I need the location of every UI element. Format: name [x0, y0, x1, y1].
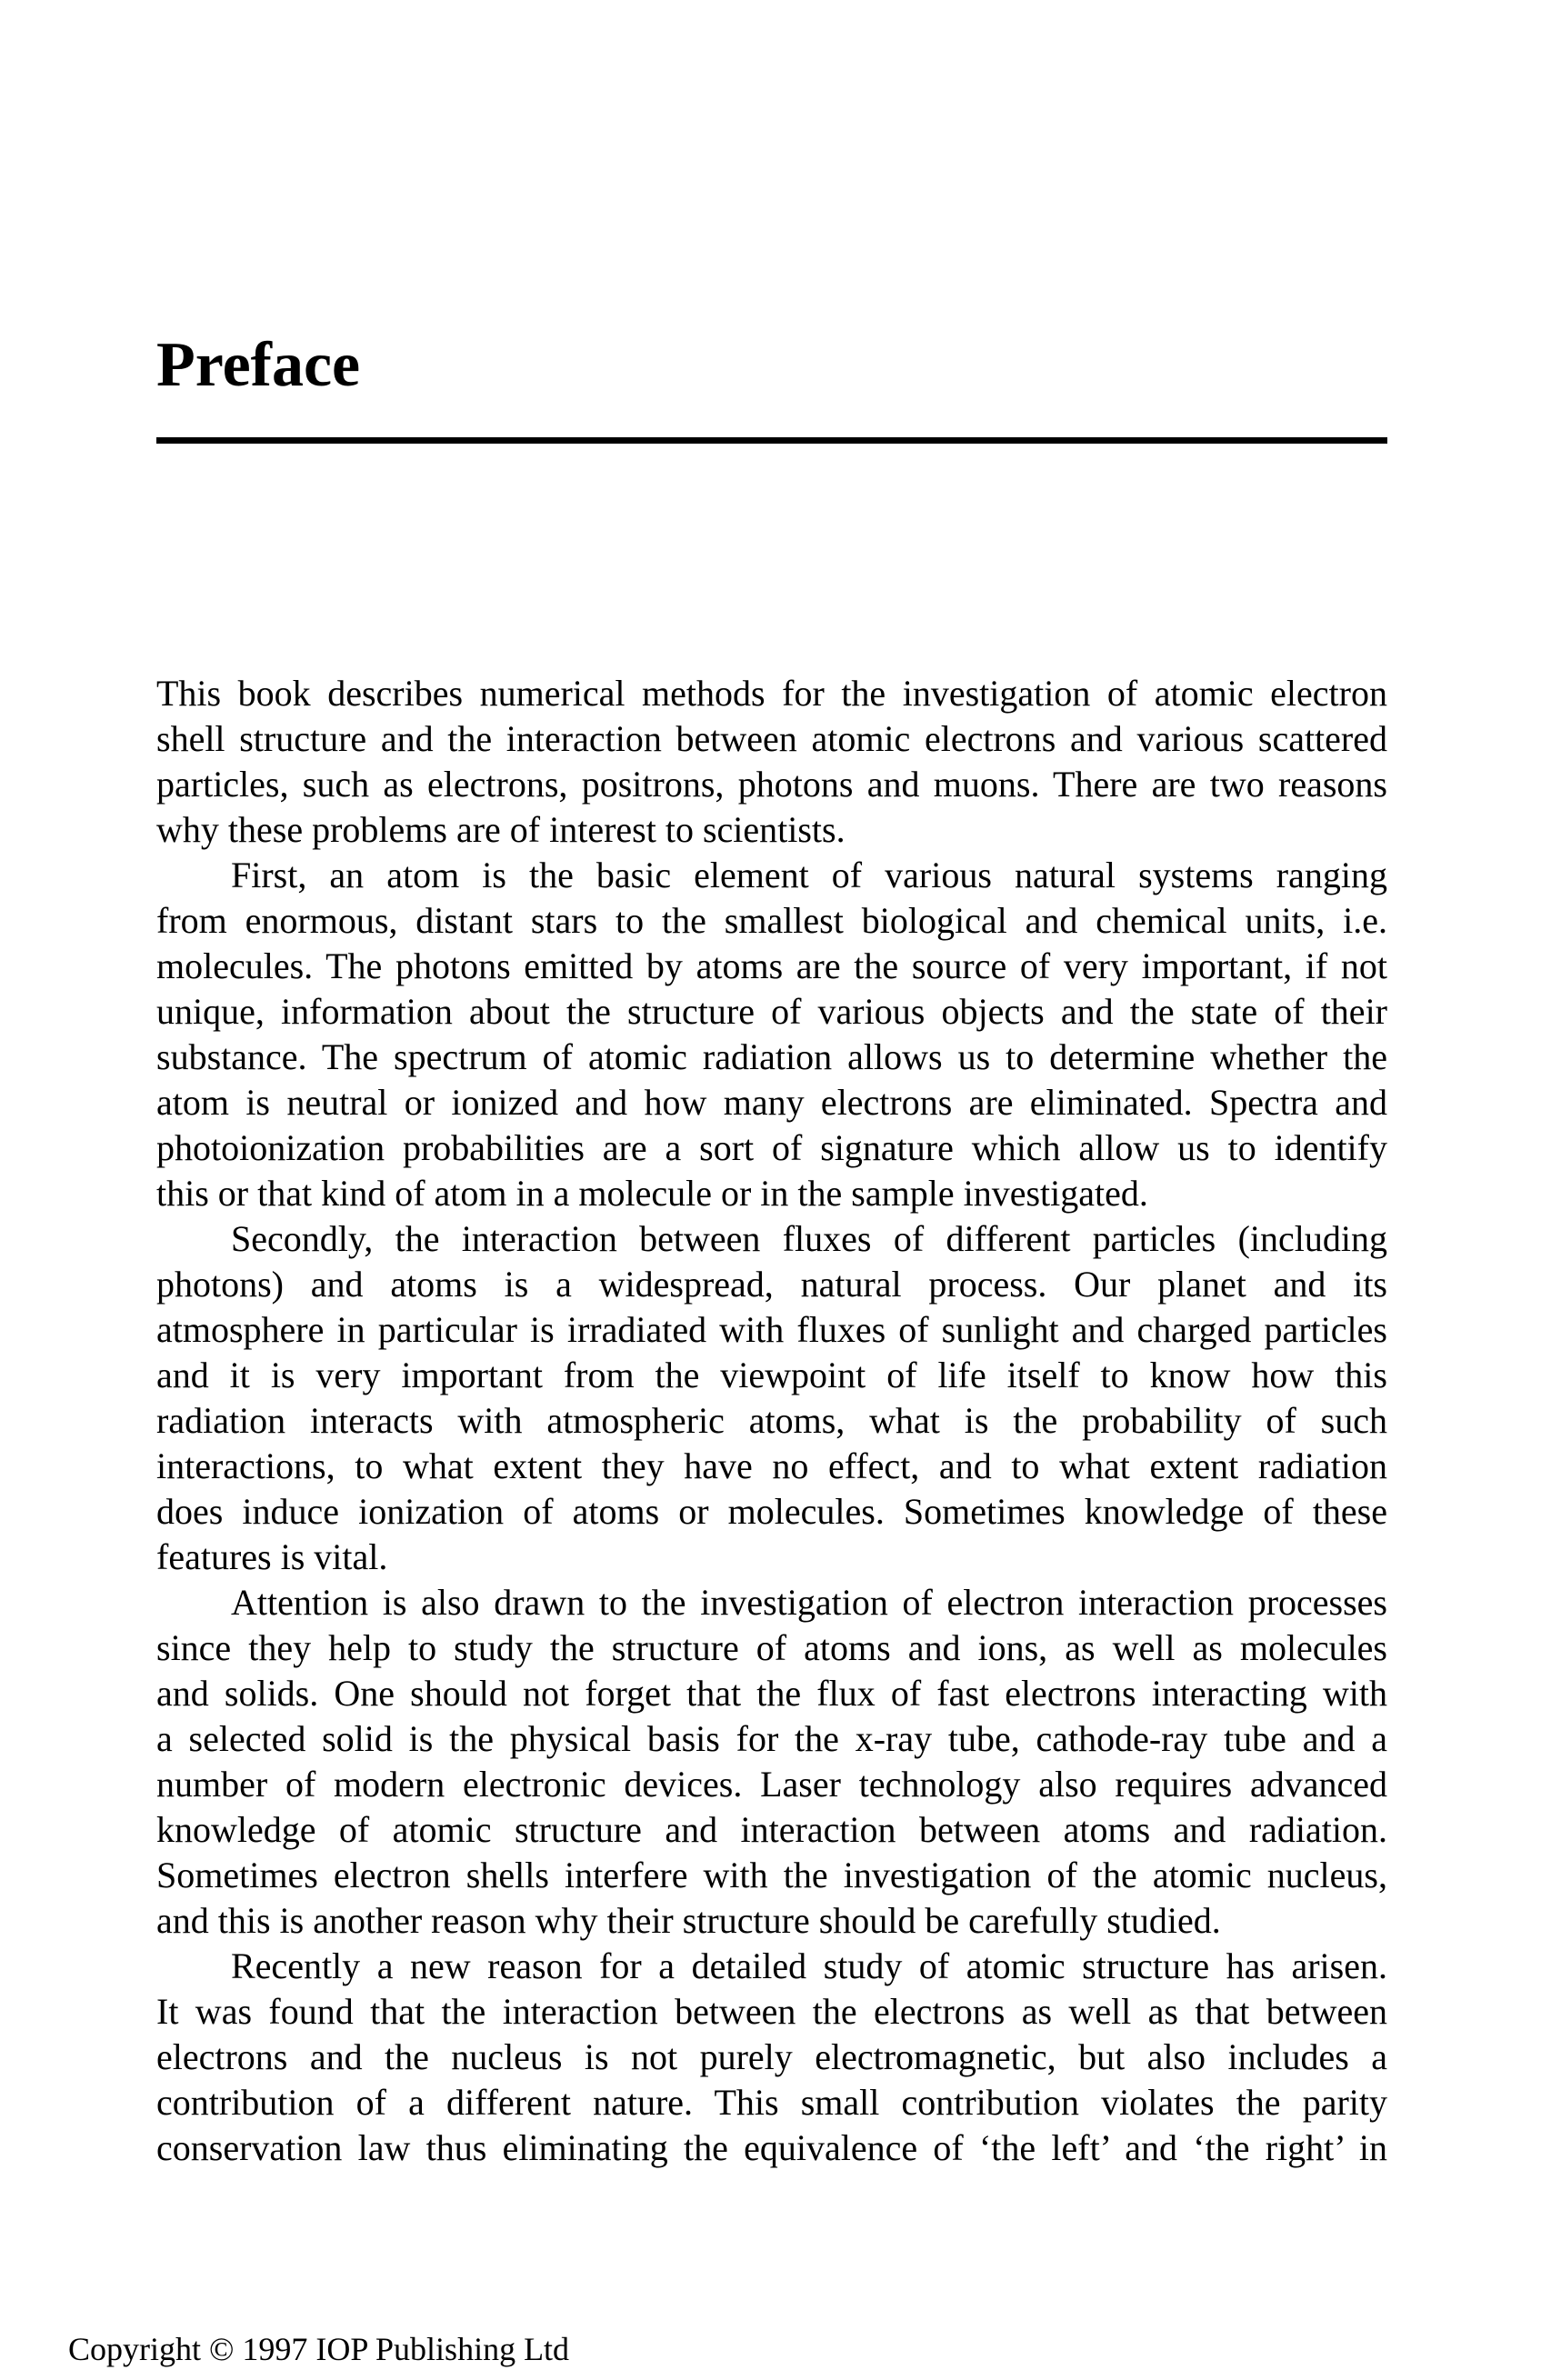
text-line: Secondly, the interaction between fluxes of different particles (including	[231, 1218, 1387, 1259]
text-line: contribution of a different nature. This small contribution violates the parity	[156, 2082, 1387, 2123]
text-line: electrons and the nucleus is not purely electromagnetic, but also includes a	[156, 2036, 1387, 2077]
text-line: and this is another reason why their structure should be carefully studied.	[156, 1900, 1221, 1941]
text-line: number of modern electronic devices. Laser technology also requires advanced	[156, 1764, 1387, 1805]
text-line: substance. The spectrum of atomic radiation allows us to determine whether the	[156, 1036, 1387, 1077]
text-line: why these problems are of interest to scientists.	[156, 809, 846, 850]
text-line: knowledge of atomic structure and interaction between atoms and radiation.	[156, 1809, 1387, 1850]
text-line: conservation law thus eliminating the equivalence of ‘the left’ and ‘the right’ in	[156, 2127, 1387, 2168]
text-line: radiation interacts with atmospheric atoms, what is the probability of such	[156, 1400, 1387, 1441]
text-line: photons) and atoms is a widespread, natural process. Our planet and its	[156, 1264, 1387, 1305]
text-line: Recently a new reason for a detailed study of atomic structure has arisen.	[231, 1945, 1387, 1986]
text-line: Sometimes electron shells interfere with the investigation of the atomic nucleus,	[156, 1855, 1387, 1895]
text-line: First, an atom is the basic element of various natural systems ranging	[231, 855, 1387, 895]
text-line: unique, information about the structure of various objects and the state of their	[156, 991, 1387, 1032]
text-line: photoionization probabilities are a sort of signature which allow us to identify	[156, 1127, 1387, 1168]
text-line: a selected solid is the physical basis for the x-ray tube, cathode-ray tube and a	[156, 1718, 1387, 1759]
text-line: shell structure and the interaction between atomic electrons and various scattered	[156, 718, 1387, 759]
text-line: particles, such as electrons, positrons, photons and muons. There are two reasons	[156, 764, 1387, 805]
text-line: this or that kind of atom in a molecule or in the sample investigated.	[156, 1173, 1148, 1214]
title-rule	[156, 437, 1387, 444]
text-line: atmosphere in particular is irradiated with fluxes of sunlight and charged particles	[156, 1309, 1387, 1350]
text-line: molecules. The photons emitted by atoms are the source of very important, if not	[156, 945, 1387, 986]
copyright-footer: Copyright © 1997 IOP Publishing Ltd	[68, 2331, 570, 2367]
text-line: and solids. One should not forget that the flux of fast electrons interacting with	[156, 1673, 1387, 1714]
text-line: since they help to study the structure of atoms and ions, as well as molecules	[156, 1627, 1387, 1668]
page-title: Preface	[156, 330, 361, 400]
text-line: This book describes numerical methods for the investigation of atomic electron	[156, 673, 1387, 714]
text-line: Attention is also drawn to the investigation of electron interaction processes	[231, 1582, 1387, 1623]
text-line: and it is very important from the viewpoint of life itself to know how this	[156, 1355, 1387, 1395]
text-line: interactions, to what extent they have no effect, and to what extent radiation	[156, 1445, 1387, 1486]
text-line: does induce ionization of atoms or molecules. Sometimes knowledge of these	[156, 1491, 1387, 1532]
text-line: It was found that the interaction between the electrons as well as that between	[156, 1991, 1387, 2032]
body-text	[156, 671, 1387, 2171]
text-line: from enormous, distant stars to the smallest biological and chemical units, i.e.	[156, 900, 1387, 941]
text-line: atom is neutral or ionized and how many electrons are eliminated. Spectra and	[156, 1082, 1387, 1123]
text-line: features is vital.	[156, 1536, 388, 1577]
